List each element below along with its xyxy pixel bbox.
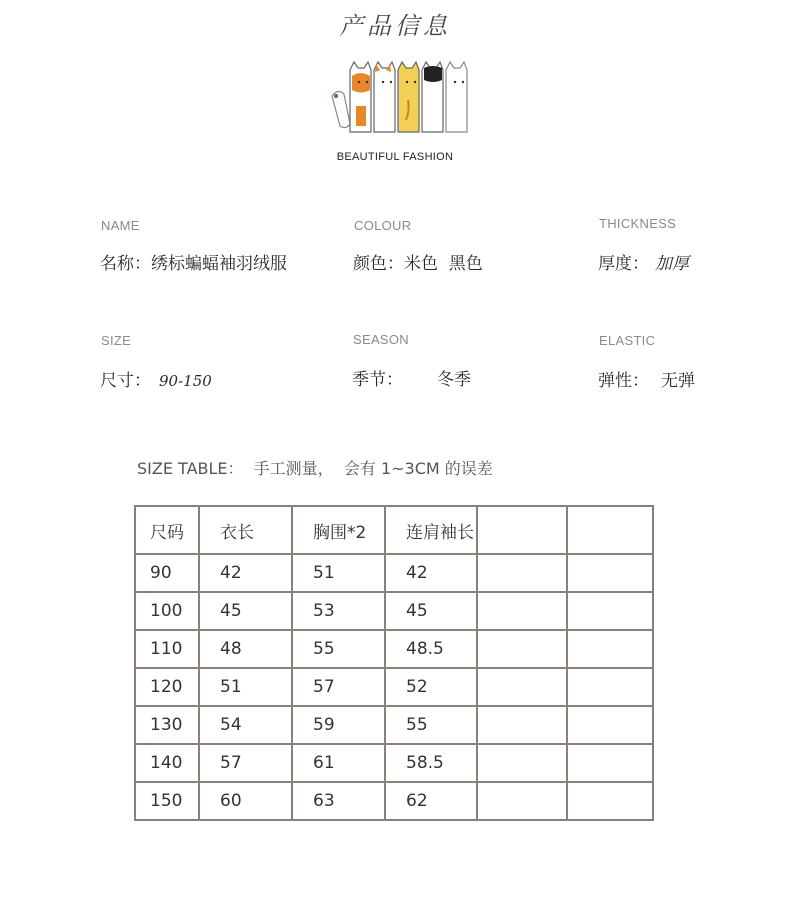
table-row — [135, 668, 653, 706]
name-field — [100, 249, 287, 274]
colour-label-en: COLOUR — [354, 218, 412, 233]
name-value: 绣标蝙蝠袖羽绒服 — [151, 254, 287, 274]
thickness-value: 加厚 — [655, 254, 689, 274]
table-cell — [477, 782, 567, 820]
table-cell — [292, 630, 385, 668]
sleeve-col-value: 48.5 — [406, 639, 444, 659]
table-cell — [567, 592, 653, 630]
thickness-field — [598, 249, 689, 274]
table-cell — [199, 706, 292, 744]
logo-text: BEAUTIFUL FASHION — [336, 151, 454, 163]
size-col-value: 140 — [150, 753, 183, 773]
sleeve-col-value: 42 — [406, 563, 428, 583]
size-field — [100, 366, 212, 391]
length-col-header: 衣长 — [220, 522, 254, 543]
table-cell — [385, 630, 477, 668]
table-cell — [567, 744, 653, 782]
season-value: 冬季 — [437, 370, 471, 390]
chest-col-value: 53 — [313, 601, 335, 621]
size-value: 90-150 — [159, 372, 212, 390]
table-cell — [199, 668, 292, 706]
table-cell — [292, 592, 385, 630]
table-row — [135, 782, 653, 820]
size-col-value: 120 — [150, 677, 183, 697]
colour-value: 米色 黑色 — [404, 254, 483, 274]
table-cell — [199, 592, 292, 630]
table-row — [135, 706, 653, 744]
thickness-label-en: THICKNESS — [599, 216, 677, 231]
colour-field — [353, 249, 483, 274]
sleeve-col-value: 52 — [406, 677, 428, 697]
season-label: 季节： — [352, 370, 403, 390]
sleeve-col-value: 55 — [406, 715, 428, 735]
elastic-label: 弹性： — [598, 371, 649, 391]
table-row — [135, 744, 653, 782]
table-cell — [567, 668, 653, 706]
elastic-label-en: ELASTIC — [599, 333, 656, 348]
table-cell — [135, 554, 199, 592]
table-header-cell — [199, 506, 292, 554]
chest-col-header: 胸围*2 — [313, 522, 367, 543]
length-col-value: 42 — [220, 563, 242, 583]
table-header-row — [135, 506, 653, 554]
length-col-value: 51 — [220, 677, 242, 697]
table-header-cell — [567, 506, 653, 554]
size-col-value: 90 — [150, 563, 172, 583]
size-col-value: 130 — [150, 715, 183, 735]
elastic-field — [598, 366, 695, 391]
table-header-cell — [292, 506, 385, 554]
season-field — [352, 365, 471, 390]
size-table-note: SIZE TABLE： 手工测量， 会有 1~3CM 的误差 — [137, 459, 493, 478]
size-col-value: 150 — [150, 791, 183, 811]
size-label: 尺寸： — [100, 371, 151, 391]
sleeve-col-value: 62 — [406, 791, 428, 811]
table-cell — [135, 668, 199, 706]
length-col-value: 60 — [220, 791, 242, 811]
name-label: 名称： — [100, 254, 151, 274]
table-cell — [135, 630, 199, 668]
table-cell — [292, 744, 385, 782]
table-header-cell — [477, 506, 567, 554]
size-col-header: 尺码 — [150, 522, 184, 543]
table-header-cell — [135, 506, 199, 554]
chest-col-value: 59 — [313, 715, 335, 735]
chest-col-value: 63 — [313, 791, 335, 811]
size-col-value: 110 — [150, 639, 183, 659]
cats-logo-icon — [322, 56, 472, 152]
table-cell — [477, 706, 567, 744]
length-col-value: 57 — [220, 753, 242, 773]
table-cell — [567, 782, 653, 820]
colour-label: 颜色： — [353, 254, 404, 274]
page-title: 产品信息 — [339, 12, 451, 40]
table-cell — [567, 630, 653, 668]
table-cell — [477, 592, 567, 630]
sleeve-col-value: 58.5 — [406, 753, 444, 773]
chest-col-value: 51 — [313, 563, 335, 583]
table-cell — [292, 706, 385, 744]
table-cell — [199, 554, 292, 592]
size-col-value: 100 — [150, 601, 183, 621]
table-cell — [477, 668, 567, 706]
table-cell — [135, 706, 199, 744]
sleeve-col-header: 连肩袖长 — [406, 522, 474, 543]
table-cell — [292, 668, 385, 706]
sleeve-col-value: 45 — [406, 601, 428, 621]
table-cell — [385, 592, 477, 630]
table-cell — [385, 744, 477, 782]
table-cell — [477, 630, 567, 668]
table-cell — [292, 782, 385, 820]
thickness-label: 厚度： — [598, 254, 649, 274]
table-row — [135, 592, 653, 630]
table-cell — [199, 782, 292, 820]
length-col-value: 45 — [220, 601, 242, 621]
chest-col-value: 55 — [313, 639, 335, 659]
table-cell — [385, 668, 477, 706]
table-cell — [385, 706, 477, 744]
size-label-en: SIZE — [101, 333, 132, 348]
elastic-value: 无弹 — [661, 371, 695, 391]
chest-col-value: 61 — [313, 753, 335, 773]
table-cell — [385, 782, 477, 820]
table-cell — [567, 554, 653, 592]
table-cell — [199, 744, 292, 782]
table-cell — [135, 744, 199, 782]
table-cell — [199, 630, 292, 668]
table-cell — [135, 592, 199, 630]
size-table — [134, 505, 654, 821]
season-label-en: SEASON — [353, 332, 409, 347]
table-cell — [567, 706, 653, 744]
table-cell — [477, 554, 567, 592]
table-row — [135, 630, 653, 668]
table-cell — [385, 554, 477, 592]
chest-col-value: 57 — [313, 677, 335, 697]
table-header-cell — [385, 506, 477, 554]
name-label-en: NAME — [101, 218, 140, 233]
table-cell — [292, 554, 385, 592]
length-col-value: 54 — [220, 715, 242, 735]
table-cell — [135, 782, 199, 820]
table-row — [135, 554, 653, 592]
table-cell — [477, 744, 567, 782]
length-col-value: 48 — [220, 639, 242, 659]
